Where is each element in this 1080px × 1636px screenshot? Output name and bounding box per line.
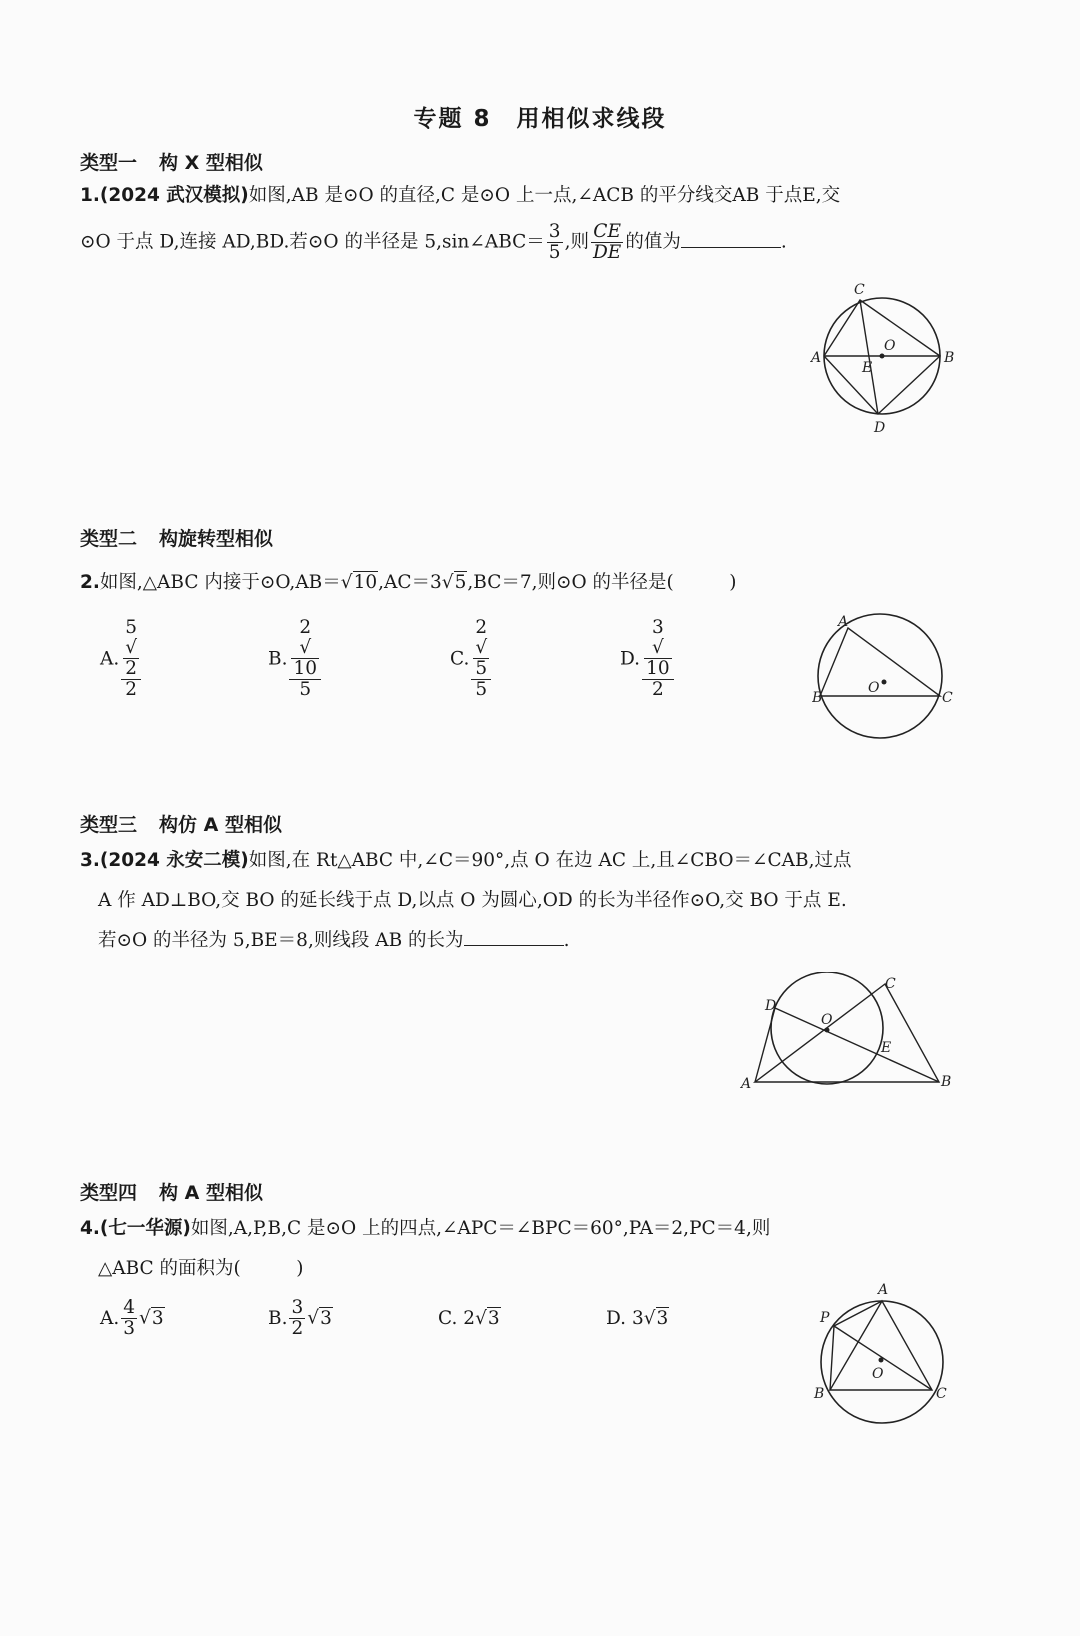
choice-b[interactable] xyxy=(268,1298,333,1339)
fraction xyxy=(591,222,623,263)
label-b: B xyxy=(941,1074,952,1090)
label-d: D xyxy=(765,998,777,1014)
sqrt-sign: √ xyxy=(139,1307,151,1329)
label-b: B xyxy=(814,1386,825,1402)
label-o: O xyxy=(884,338,896,354)
answer-blank[interactable] xyxy=(464,927,564,946)
choice-label: D. xyxy=(620,648,641,670)
sqrt-sign: √ xyxy=(441,572,454,593)
fraction-numerator xyxy=(121,618,141,680)
label-c: C xyxy=(936,1386,947,1402)
section-label: 类型四 xyxy=(80,1182,138,1204)
choice-label: A. xyxy=(100,648,120,670)
section-label: 类型三 xyxy=(80,814,138,836)
segment-ad xyxy=(755,1008,775,1082)
sqrt-sign: √ xyxy=(299,637,312,658)
fraction-denominator: 2 xyxy=(291,1318,304,1339)
fraction-denominator: DE xyxy=(592,242,622,263)
sqrt-sign: √ xyxy=(643,1308,656,1329)
section-heading-3 xyxy=(80,810,282,837)
fraction-denominator: 2 xyxy=(651,679,664,700)
radicand: 10 xyxy=(646,658,670,679)
choice-a[interactable] xyxy=(100,618,143,700)
coefficient: 5 xyxy=(125,617,138,638)
choice-label: C. xyxy=(450,648,470,670)
sqrt-sign: √ xyxy=(651,637,664,658)
problem-2 xyxy=(80,563,995,603)
fraction-numerator: CE xyxy=(591,222,623,243)
radicand: 3 xyxy=(487,1308,500,1329)
problem-4-line-1 xyxy=(80,1209,995,1249)
choice-c[interactable] xyxy=(438,1308,501,1329)
fraction-numerator: 3 xyxy=(291,1297,304,1318)
fraction-numerator: 4 xyxy=(123,1297,136,1318)
problem-source: (七一华源) xyxy=(99,1218,191,1239)
figure-2-inscribed-triangle xyxy=(812,612,972,744)
radicand: 3 xyxy=(320,1307,332,1329)
problem-text: ,则 xyxy=(564,231,589,253)
label-c: C xyxy=(854,282,865,298)
coefficient: 2 xyxy=(463,1308,476,1329)
label-d: D xyxy=(874,420,886,436)
section-name: 构仿 A 型相似 xyxy=(159,814,282,836)
section-heading-1 xyxy=(80,148,263,175)
fraction-numerator xyxy=(289,618,321,680)
center-dot xyxy=(880,354,885,359)
sqrt-sign: √ xyxy=(475,637,488,658)
choice-label: B. xyxy=(268,648,288,670)
section-heading-2 xyxy=(80,524,273,551)
label-e: E xyxy=(881,1040,892,1056)
label-c: C xyxy=(942,690,953,706)
fraction xyxy=(289,618,321,700)
problem-text: . xyxy=(563,930,570,951)
fraction-numerator: 3 xyxy=(548,221,561,242)
problem-text: ,AC＝3 xyxy=(378,572,442,593)
fraction xyxy=(121,618,141,700)
radicand: 3 xyxy=(656,1308,669,1329)
problem-4 xyxy=(80,1209,995,1289)
choice-b[interactable] xyxy=(268,618,323,700)
circle-o xyxy=(818,614,942,738)
radicand: 3 xyxy=(151,1307,164,1329)
coefficient: 2 xyxy=(475,617,488,638)
label-e: E xyxy=(862,360,873,376)
section-name: 构 X 型相似 xyxy=(159,152,263,174)
section-label: 类型一 xyxy=(80,152,138,174)
fraction-denominator: 5 xyxy=(548,242,561,263)
choice-label: C. xyxy=(438,1308,458,1329)
fraction-numerator xyxy=(471,618,491,680)
radicand: 10 xyxy=(293,658,318,679)
figure-1-circle-diameter xyxy=(810,280,960,445)
fraction xyxy=(547,222,563,263)
radicand: 10 xyxy=(353,572,378,593)
problem-source: (2024 永安二模) xyxy=(99,850,249,871)
problem-text: ,BC＝7,则⊙O 的半径是( ) xyxy=(467,572,737,593)
label-o: O xyxy=(821,1012,833,1028)
sqrt-sign: √ xyxy=(125,637,138,658)
center-dot xyxy=(879,1358,884,1363)
problem-number: 4. xyxy=(80,1218,100,1239)
problem-text: 如图,AB 是⊙O 的直径,C 是⊙O 上一点,∠ACB 的平分线交AB 于点E,交 xyxy=(248,185,841,206)
choice-label: D. xyxy=(606,1308,627,1329)
fraction-denominator: 2 xyxy=(125,679,138,700)
triangle-abc xyxy=(755,984,939,1082)
problem-number: 2. xyxy=(80,572,100,593)
fraction xyxy=(289,1298,305,1339)
problem-number: 3. xyxy=(80,850,100,871)
problem-3-line-1 xyxy=(80,841,995,881)
radicand: 5 xyxy=(473,658,489,679)
problem-text: . xyxy=(780,231,787,253)
choice-a[interactable] xyxy=(100,1298,165,1339)
section-heading-4 xyxy=(80,1178,263,1205)
problem-3-line-2: A 作 AD⊥BO,交 BO 的延长线于点 D,以点 O 为圆心,OD 的长为半径作⊙O,交 BO 于点 E. xyxy=(98,890,847,911)
radicand: 5 xyxy=(454,572,467,593)
label-o: O xyxy=(868,680,880,696)
label-b: B xyxy=(812,690,823,706)
fraction xyxy=(642,618,674,700)
problem-3-line-3 xyxy=(80,921,995,961)
label-b: B xyxy=(944,350,955,366)
label-c: C xyxy=(885,976,896,992)
problem-text: 如图,△ABC 内接于⊙O,AB＝ xyxy=(99,572,341,593)
coefficient: 3 xyxy=(631,1308,644,1329)
choice-label: B. xyxy=(268,1308,288,1329)
label-a: A xyxy=(741,1076,752,1092)
section-name: 构旋转型相似 xyxy=(159,528,274,550)
fraction xyxy=(121,1298,137,1339)
problem-1-line-1 xyxy=(80,176,995,216)
label-o: O xyxy=(872,1366,884,1382)
segment-db xyxy=(775,1008,939,1082)
problem-number: 1. xyxy=(80,185,100,206)
figure-3-right-triangle-circle xyxy=(735,972,965,1092)
problem-1-line-2 xyxy=(80,222,995,263)
fraction-denominator: 5 xyxy=(475,679,488,700)
label-p: P xyxy=(820,1310,830,1326)
problem-text: 若⊙O 的半径为 5,BE＝8,则线段 AB 的长为 xyxy=(98,930,464,951)
triangle-abc xyxy=(820,628,940,696)
label-a: A xyxy=(838,614,849,630)
section-name: 构 A 型相似 xyxy=(159,1182,263,1204)
sqrt-sign: √ xyxy=(307,1307,320,1329)
sqrt-sign: √ xyxy=(340,572,353,593)
label-a: A xyxy=(878,1282,889,1298)
problem-4-line-2: △ABC 的面积为( ) xyxy=(98,1258,304,1279)
problem-source: (2024 武汉模拟) xyxy=(99,185,249,206)
problem-text: 的值为 xyxy=(625,231,681,253)
coefficient: 2 xyxy=(299,617,312,638)
fraction-numerator xyxy=(642,618,674,680)
sqrt-sign: √ xyxy=(475,1308,487,1329)
choice-label: A. xyxy=(100,1308,120,1329)
section-label: 类型二 xyxy=(80,528,138,550)
problem-text: ⊙O 于点 D,连接 AD,BD.若⊙O 的半径是 5,sin∠ABC＝ xyxy=(80,231,545,253)
answer-blank[interactable] xyxy=(681,229,781,248)
problem-3 xyxy=(80,841,995,961)
label-a: A xyxy=(811,350,822,366)
fraction-denominator: 5 xyxy=(299,679,312,700)
radicand: 2 xyxy=(123,658,139,679)
problem-text: 如图,在 Rt△ABC 中,∠C＝90°,点 O 在边 AC 上,且∠CBO＝∠CAB,过点 xyxy=(248,850,852,871)
center-dot xyxy=(825,1028,830,1033)
fraction-denominator: 3 xyxy=(123,1318,136,1339)
choice-d[interactable] xyxy=(620,618,676,700)
center-dot xyxy=(882,680,887,685)
fraction xyxy=(471,618,491,700)
problem-1 xyxy=(80,176,995,263)
choice-c[interactable] xyxy=(450,618,493,700)
page-title: 专题 8 用相似求线段 xyxy=(413,106,667,132)
choice-d[interactable] xyxy=(606,1308,669,1329)
figure-4-cyclic-quadrilateral xyxy=(808,1280,968,1430)
problem-text: 如图,A,P,B,C 是⊙O 上的四点,∠APC＝∠BPC＝60°,PA＝2,PC＝4,则 xyxy=(190,1218,771,1239)
coefficient: 3 xyxy=(651,617,664,638)
